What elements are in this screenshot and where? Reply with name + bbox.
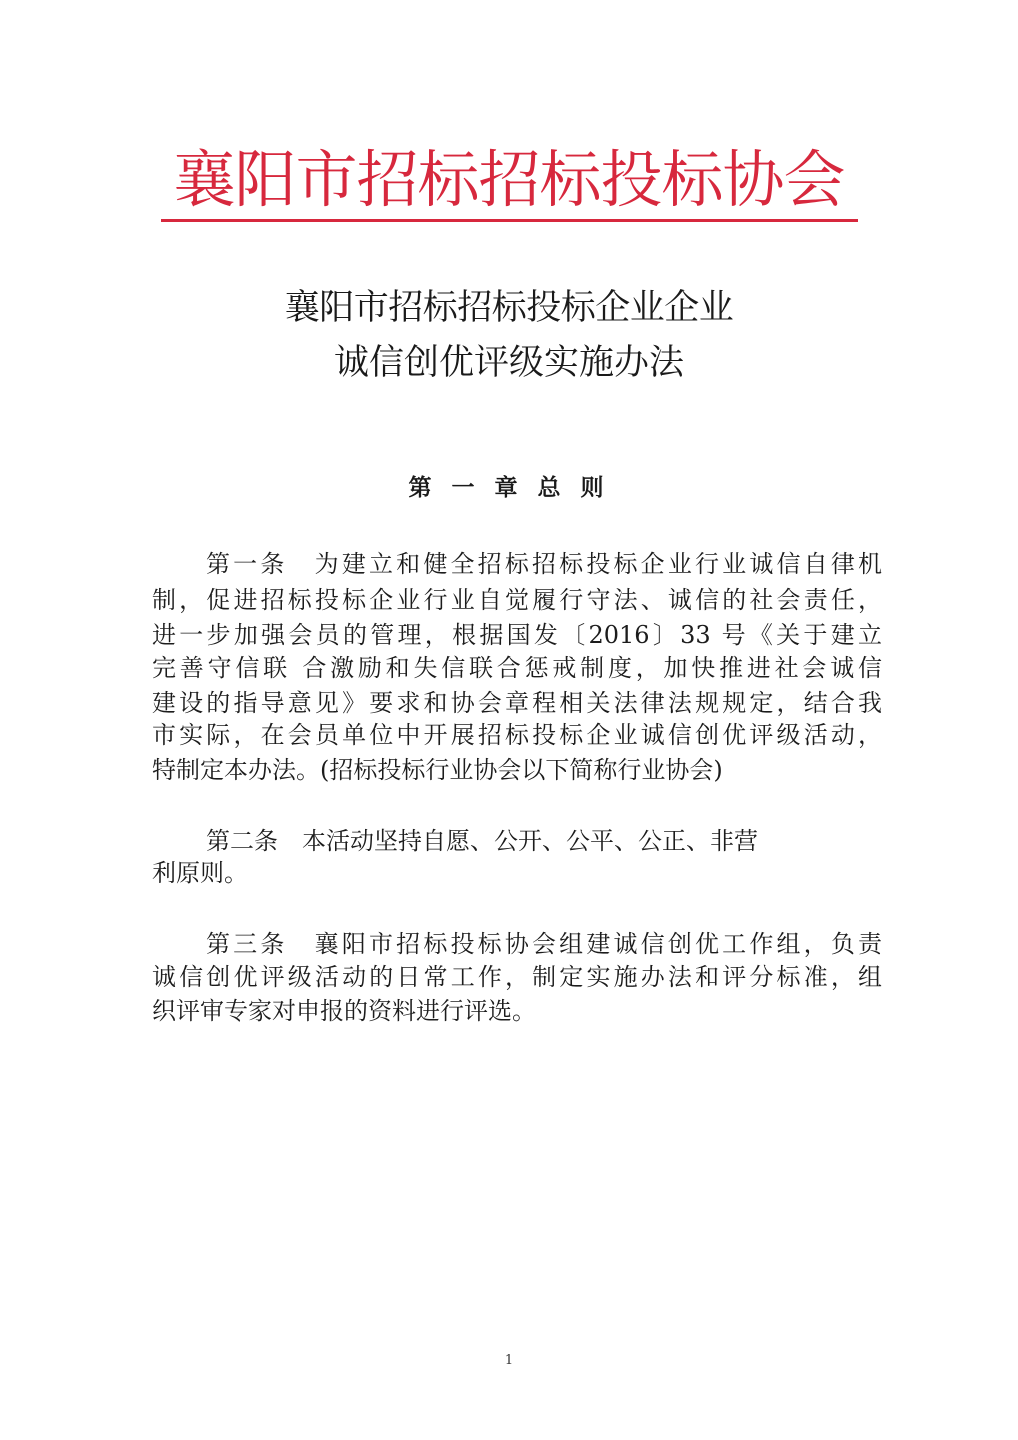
- article-1-line: 建设的指导意见》要求和协会章程相关法律法规规定，结合我: [152, 689, 882, 717]
- letterhead-red-rule: [161, 219, 858, 222]
- article-1-line: 进一步加强会员的管理，根据国发〔2016〕33 号《关于建立: [152, 621, 882, 649]
- article-1-line: 第一条 为建立和健全招标招标投标企业行业诚信自律机: [206, 550, 882, 578]
- article-1-line: 完善守信联 合激励和失信联合惩戒制度，加快推进社会诚信: [152, 654, 882, 682]
- article-1-line: 特制定本办法。(招标投标行业协会以下简称行业协会): [152, 756, 723, 784]
- article-3-line: 第三条 襄阳市招标投标协会组建诚信创优工作组，负责: [206, 930, 882, 958]
- letterhead-org-name: 襄阳市招标招标投标协会: [173, 143, 845, 216]
- article-2-line: 第二条 本活动坚持自愿、公开、公平、公正、非营: [206, 827, 758, 855]
- article-2-line: 利原则。: [152, 859, 248, 887]
- chapter-heading: 第 一 章 总 则: [408, 475, 610, 501]
- document-title-line-2: 诚信创优评级实施办法: [333, 343, 684, 383]
- page-number: 1: [504, 1353, 514, 1368]
- document-title-line-1: 襄阳市招标招标投标企业企业: [284, 288, 734, 328]
- article-1-line: 市实际，在会员单位中开展招标投标企业诚信创优评级活动，: [152, 721, 882, 749]
- article-3-line: 诚信创优评级活动的日常工作，制定实施办法和评分标准，组: [152, 963, 882, 991]
- article-3-line: 织评审专家对申报的资料进行评选。: [152, 997, 536, 1025]
- article-1-line: 制，促进招标投标企业行业自觉履行守法、诚信的社会责任，: [152, 586, 882, 614]
